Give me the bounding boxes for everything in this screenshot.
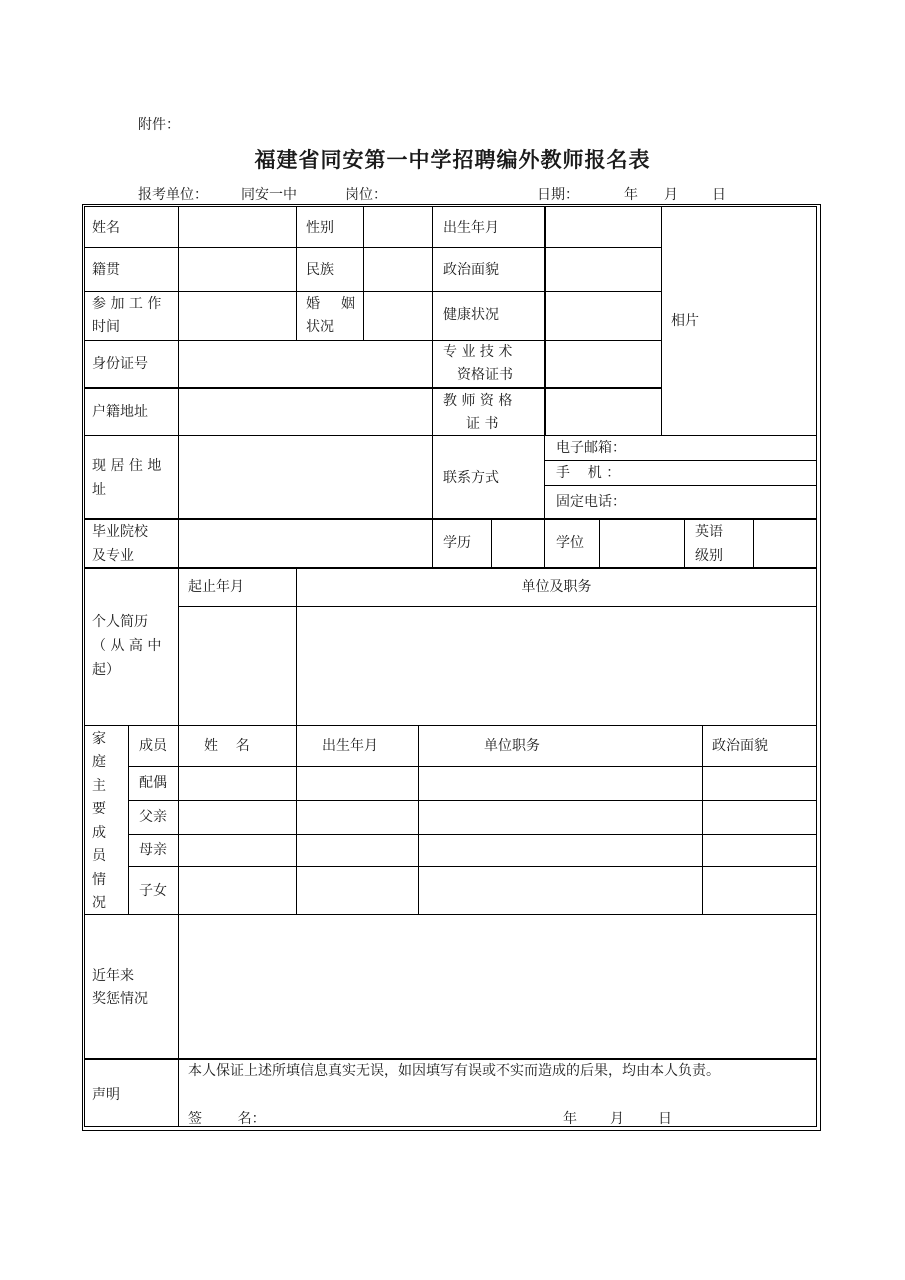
label-photo: 相片 [671, 313, 699, 329]
date-label: 日期： [537, 187, 579, 203]
label-awards-line1: 近年来 [92, 968, 134, 984]
label-school-line2: 及专业 [92, 548, 134, 564]
signature-label: 签 名： [188, 1111, 266, 1127]
label-marriage-char1: 婚 [306, 296, 320, 312]
header-member: 成员 [139, 738, 167, 754]
header-unit-position: 单位及职务 [521, 579, 592, 595]
label-household-address: 户籍地址 [92, 404, 148, 420]
label-political-status: 政治面貌 [443, 262, 499, 278]
label-work-start-line2: 时间 [92, 319, 120, 335]
label-ethnicity: 民族 [306, 262, 334, 278]
label-work-start-line1: 参 加 工 作 [92, 296, 162, 312]
label-resume-line2: （ 从 高 中 [92, 638, 162, 654]
label-native-place: 籍贯 [92, 262, 120, 278]
family-side-char: 员 [92, 848, 106, 864]
label-residence-line2: 址 [92, 482, 106, 498]
label-email: 电子邮箱： [556, 440, 626, 456]
label-gender: 性别 [306, 220, 334, 236]
signature-year: 年 [563, 1111, 577, 1127]
label-degree: 学位 [556, 535, 584, 551]
row-children: 子女 [139, 883, 167, 899]
label-birth: 出生年月 [443, 220, 499, 236]
label-declaration: 声明 [92, 1087, 120, 1103]
label-id-number: 身份证号 [92, 356, 148, 372]
label-resume-line3: 起） [92, 662, 120, 678]
date-month: 月 [664, 187, 678, 203]
post-label: 岗位： [345, 187, 387, 203]
signature-day: 日 [658, 1111, 672, 1127]
label-contact: 联系方式 [443, 470, 499, 486]
header-family-birth: 出生年月 [322, 738, 378, 754]
label-school-line1: 毕业院校 [92, 524, 148, 540]
header-family-unit: 单位职务 [484, 738, 540, 754]
label-health: 健康状况 [443, 307, 499, 323]
family-side-char: 况 [92, 895, 106, 911]
label-education: 学历 [443, 535, 471, 551]
label-marriage-line2: 状况 [306, 319, 334, 335]
label-resume-line1: 个人简历 [92, 614, 148, 630]
form-title: 福建省同安第一中学招聘编外教师报名表 [254, 147, 651, 172]
label-tech-cert-line1: 专 业 技 术 [443, 344, 513, 360]
signature-month: 月 [610, 1111, 624, 1127]
label-residence-line1: 现 居 住 地 [92, 458, 162, 474]
header-period: 起止年月 [188, 579, 244, 595]
row-mother: 母亲 [139, 842, 167, 858]
family-side-char: 要 [92, 801, 106, 817]
declaration-text: 本人保证上述所填信息真实无误，如因填写有误或不实而造成的后果，均由本人负责。 [188, 1063, 720, 1079]
row-spouse: 配偶 [139, 775, 167, 791]
label-landline: 固定电话： [556, 494, 626, 510]
family-side-char: 情 [92, 872, 106, 888]
family-side-char: 成 [92, 825, 106, 841]
label-teacher-cert-line1: 教 师 资 格 [443, 393, 513, 409]
unit-value: 同安一中 [241, 187, 297, 203]
unit-label: 报考单位： [138, 187, 208, 203]
family-side-char: 主 [92, 778, 106, 794]
row-father: 父亲 [139, 809, 167, 825]
family-side-char: 家 [92, 731, 106, 747]
label-mobile: 手 机 ： [556, 465, 621, 481]
label-tech-cert-line2: 资格证书 [457, 367, 513, 383]
label-marriage-char2: 姻 [341, 296, 355, 312]
attachment-label: 附件： [138, 117, 180, 133]
label-awards-line2: 奖惩情况 [92, 991, 148, 1007]
header-family-name: 姓 名 [204, 738, 250, 754]
date-year: 年 [624, 187, 638, 203]
header-family-political: 政治面貌 [712, 738, 768, 754]
label-english-line1: 英语 [695, 524, 723, 540]
label-name: 姓名 [92, 220, 120, 236]
label-english-line2: 级别 [695, 548, 723, 564]
family-side-char: 庭 [92, 754, 106, 770]
date-day: 日 [712, 187, 726, 203]
label-teacher-cert-line2: 证 书 [466, 416, 499, 432]
